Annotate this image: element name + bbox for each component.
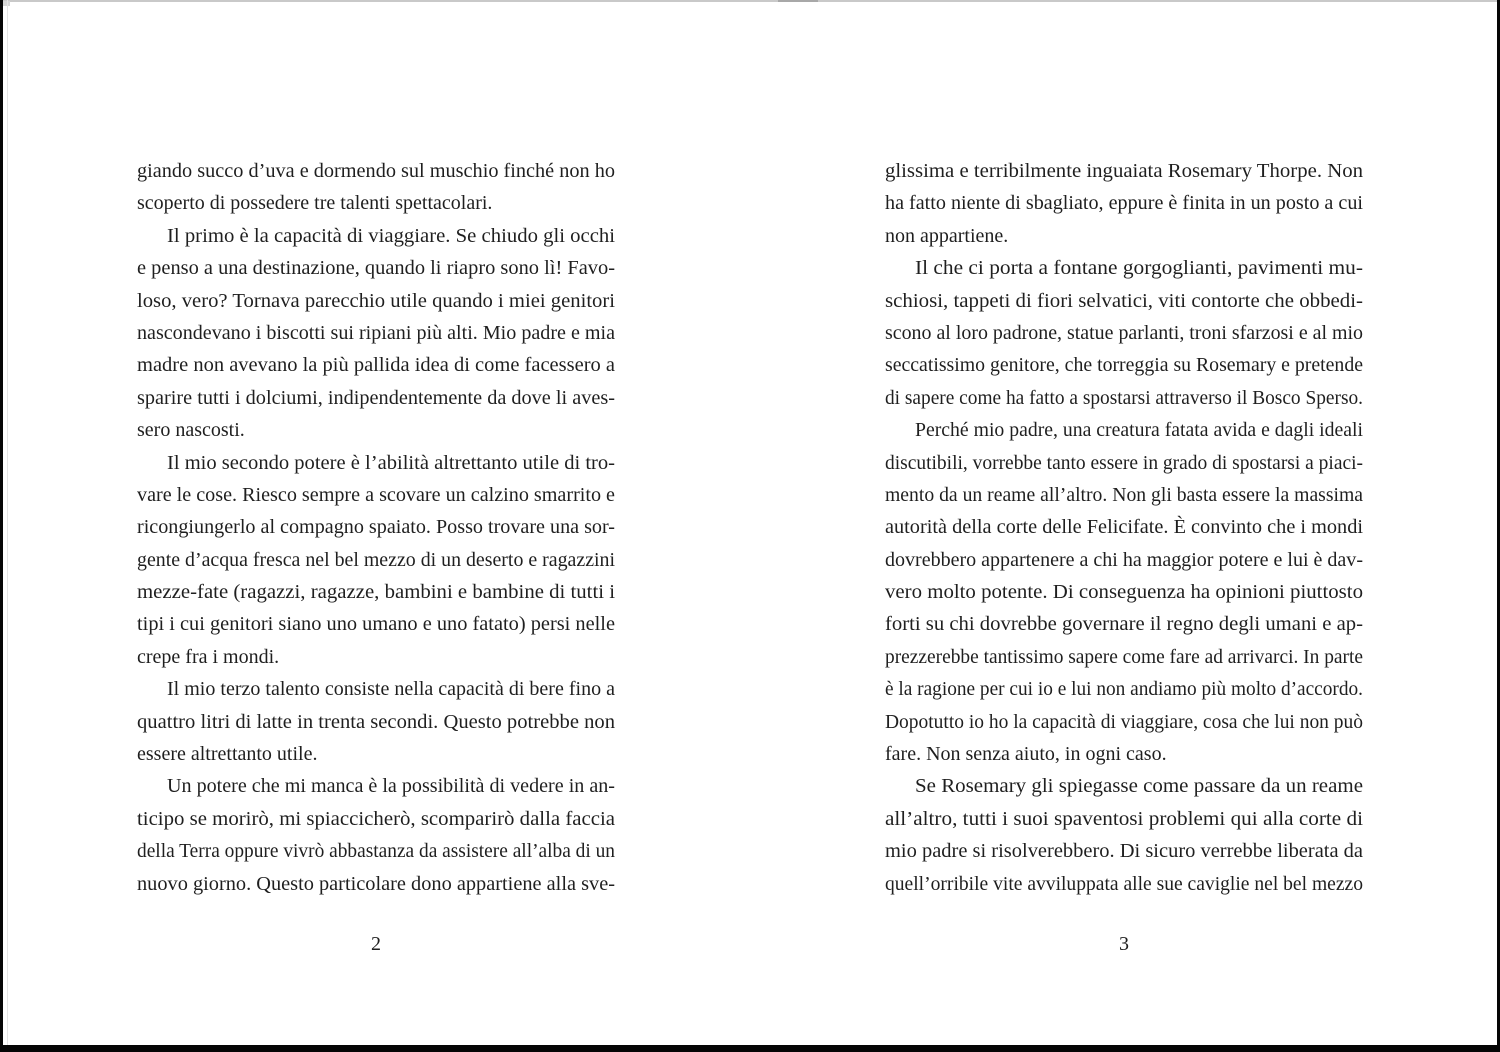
text-line: è la ragione per cui io e lui non andiamo più molto d’accordo.	[885, 678, 1363, 701]
text-line: ricongiungerlo al compagno spaiato. Posso trovare una sor-	[137, 516, 615, 539]
text-line: Il primo è la capacità di viaggiare. Se chiudo gli occhi	[167, 224, 615, 247]
text-line: della Terra oppure vivrò abbastanza da assistere all’alba di un	[137, 840, 615, 863]
text-line: mento da un reame all’altro. Non gli basta essere la massima	[885, 483, 1363, 506]
text-line: mio padre si risolverebbero. Di sicuro verrebbe liberata da	[885, 840, 1363, 863]
book-page-right	[885, 0, 1363, 1052]
text-line: e penso a una destinazione, quando li riapro sono lì! Favo-	[137, 257, 615, 280]
page-text-column	[137, 155, 615, 900]
text-line: nascondevano i biscotti sui ripiani più alti. Mio padre e mia	[137, 321, 615, 344]
text-line: di sapere come ha fatto a spostarsi attraverso il Bosco Sperso.	[885, 386, 1363, 409]
text-line: all’altro, tutti i suoi spaventosi problemi qui alla corte di	[885, 807, 1363, 830]
text-line: forti su chi dovrebbe governare il regno degli umani e ap-	[885, 613, 1363, 636]
page-text-column	[885, 155, 1363, 900]
text-line: Il mio terzo talento consiste nella capacità di bere fino a	[167, 678, 615, 701]
text-line: quell’orribile vite avviluppata alle sue caviglie nel bel mezzo	[885, 872, 1363, 895]
text-line: essere altrettanto utile.	[137, 743, 318, 766]
page-number: 3	[1119, 933, 1129, 955]
scan-artifact	[778, 0, 818, 2]
text-line: non appartiene.	[885, 224, 1009, 247]
book-page-left	[137, 0, 615, 1052]
text-line: madre non avevano la più pallida idea di come facessero a	[137, 354, 615, 377]
text-line: quattro litri di latte in trenta secondi. Questo potrebbe non	[137, 710, 615, 733]
page-edge-shadow	[7, 0, 8, 1052]
text-line: scono al loro padrone, statue parlanti, troni sfarzosi e al mio	[885, 321, 1363, 344]
text-line: tipi i cui genitori siano uno umano e uno fatato) persi nelle	[137, 613, 615, 636]
text-line: Un potere che mi manca è la possibilità di vedere in an-	[167, 775, 615, 798]
text-line: loso, vero? Tornava parecchio utile quando i miei genitori	[137, 289, 615, 312]
text-line: sparire tutti i dolciumi, indipendentemente da dove li aves-	[137, 386, 615, 409]
text-line: prezzerebbe tantissimo sapere come fare ad arrivarci. In parte	[885, 645, 1363, 668]
text-line: dovrebbero appartenere a chi ha maggior potere e lui è dav-	[885, 548, 1363, 571]
text-line: ha fatto niente di sbagliato, eppure è finita in un posto a cui	[885, 192, 1363, 215]
text-line: Perché mio padre, una creatura fatata avida e dagli ideali	[915, 419, 1363, 442]
text-line: ticipo se morirò, mi spiaccicherò, scomparirò dalla faccia	[137, 807, 615, 830]
text-line: sero nascosti.	[137, 419, 245, 442]
text-line: gente d’acqua fresca nel bel mezzo di un deserto e ragazzini	[137, 548, 615, 571]
text-line: nuovo giorno. Questo particolare dono appartiene alla sve-	[137, 872, 615, 895]
scan-edge-left	[0, 0, 3, 1052]
text-line: autorità della corte delle Felicifate. È convinto che i mondi	[885, 516, 1363, 539]
text-line: Il mio secondo potere è l’abilità altrettanto utile di tro-	[167, 451, 615, 474]
text-line: giando succo d’uva e dormendo sul muschio finché non ho	[137, 160, 615, 182]
text-line: glissima e terribilmente inguaiata Rosemary Thorpe. Non	[885, 160, 1363, 182]
text-line: mezze-fate (ragazzi, ragazze, bambini e bambine di tutti i	[137, 581, 615, 604]
scan-edge-bottom	[0, 1045, 1500, 1052]
text-line: schiosi, tappeti di fiori selvatici, viti contorte che obbedi-	[885, 289, 1363, 312]
text-line: fare. Non senza aiuto, in ogni caso.	[885, 743, 1167, 766]
text-line: discutibili, vorrebbe tanto essere in grado di spostarsi a piaci-	[885, 451, 1363, 474]
text-line: Se Rosemary gli spiegasse come passare da un reame	[915, 775, 1363, 798]
text-line: vero molto potente. Di conseguenza ha opinioni piuttosto	[885, 581, 1363, 604]
text-line: crepe fra i mondi.	[137, 645, 280, 668]
text-line: seccatissimo genitore, che torreggia su Rosemary e pretende	[885, 354, 1363, 377]
text-line: scoperto di possedere tre talenti spettacolari.	[137, 192, 493, 215]
text-line: Dopotutto io ho la capacità di viaggiare, cosa che lui non può	[885, 710, 1363, 733]
text-line: vare le cose. Riesco sempre a scovare un calzino smarrito e	[137, 483, 615, 506]
page-number: 2	[371, 933, 381, 955]
text-line: Il che ci porta a fontane gorgoglianti, pavimenti mu-	[915, 257, 1363, 280]
